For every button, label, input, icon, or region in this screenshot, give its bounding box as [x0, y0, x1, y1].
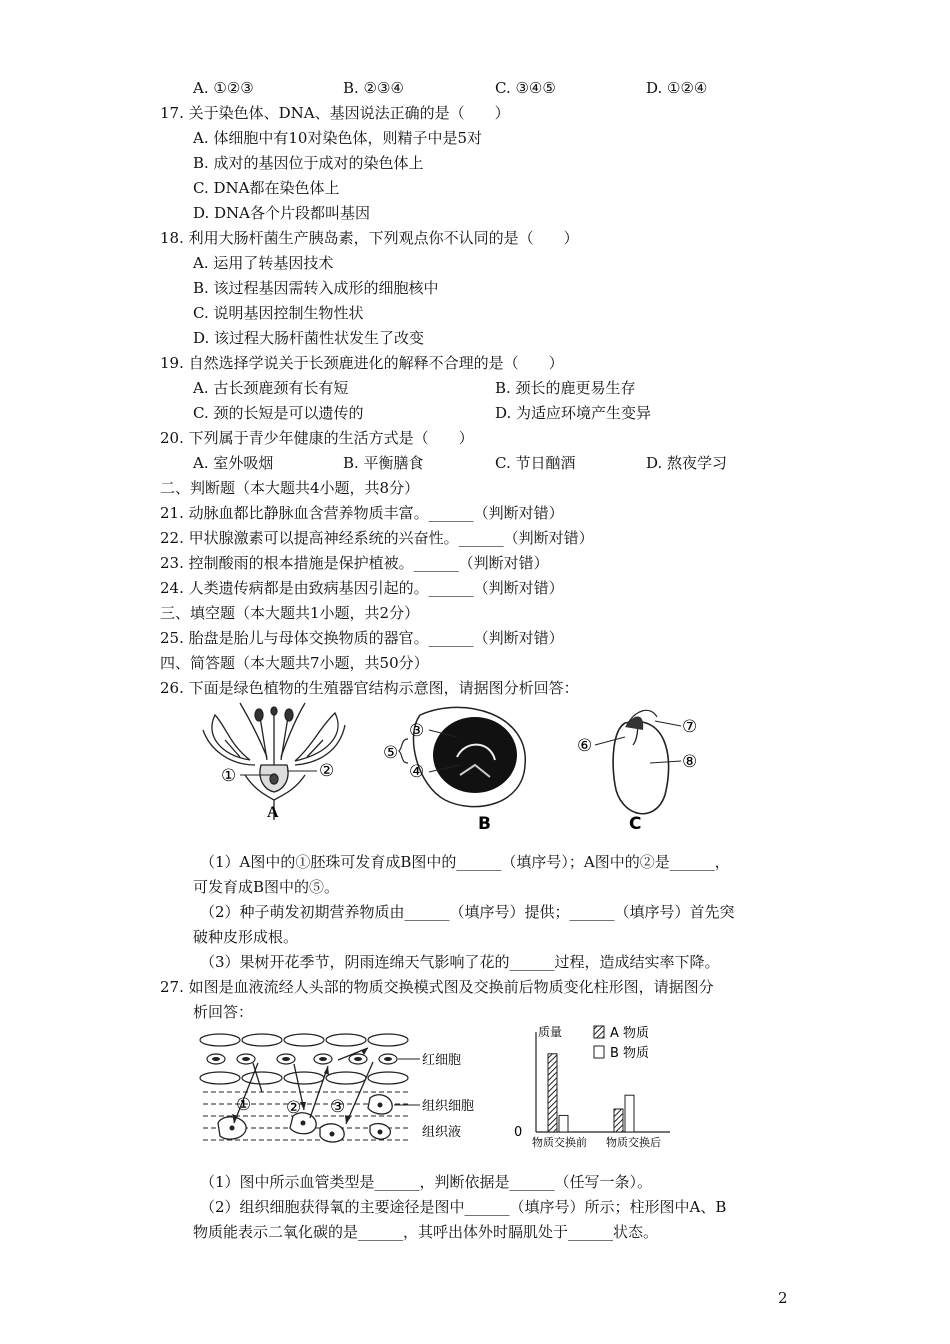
category-label-before: 物质交换前: [532, 1136, 587, 1149]
q27-stem-line1: 27. 如图是血液流经人头部的物质交换模式图及交换前后物质变化柱形图，请据图分: [160, 978, 714, 996]
q17-option-a: A. 体细胞中有10对染色体，则精子中是5对: [193, 129, 483, 147]
origin-label: 0: [514, 1125, 523, 1140]
q16-option-d: D. ①②④: [646, 79, 708, 97]
q18-option-d: D. 该过程大肠杆菌性状发生了改变: [193, 329, 425, 347]
page-number: 2: [778, 1289, 788, 1307]
q26-sub1-line2: 可发育成B图中的⑤。: [193, 878, 340, 896]
legend-b-label: B 物质: [610, 1046, 650, 1061]
q19-stem: 19. 自然选择学说关于长颈鹿进化的解释不合理的是（ ）: [160, 354, 564, 372]
category-label-after: 物质交换后: [606, 1136, 661, 1149]
fig27-label-2: ②: [286, 1098, 302, 1118]
label-tissue-fluid: 组织液: [422, 1125, 462, 1140]
fig-title-b: B: [478, 814, 491, 834]
q19-option-c: C. 颈的长短是可以遗传的: [193, 404, 364, 422]
q25: 25. 胎盘是胎儿与母体交换物质的器官。______（判断对错）: [160, 629, 564, 647]
q20-stem: 20. 下列属于青少年健康的生活方式是（ ）: [160, 429, 474, 447]
q26-sub2-line2: 破种皮形成根。: [193, 928, 299, 946]
q26-sub3: （3）果树开花季节，阴雨连绵天气影响了花的______过程，造成结实率下降。: [200, 953, 720, 971]
red-blood-cells: [207, 1054, 397, 1064]
q27-sub2-line1: （2）组织细胞获得氧的主要途径是图中______（填序号）所示；柱形图中A、B: [200, 1198, 727, 1216]
q27-sub2-line2: 物质能表示二氧化碳的是______，其呼出体外时膈肌处于______状态。: [193, 1223, 659, 1241]
q19-option-a: A. 古长颈鹿颈有长有短: [193, 379, 349, 397]
bar-b-after: [625, 1095, 634, 1132]
fig-label-6: ⑥: [577, 736, 593, 756]
q18-option-b: B. 该过程基因需转入成形的细胞核中: [193, 279, 439, 297]
q23: 23. 控制酸雨的根本措施是保护植被。______（判断对错）: [160, 554, 549, 572]
capillary-exchange-figure: [198, 1028, 478, 1153]
fig-title-c: C: [629, 814, 642, 834]
q26-sub1-line1: （1）A图中的①胚珠可发育成B图中的______（填序号）；A图中的②是______，: [200, 853, 730, 871]
q16-option-c: C. ③④⑤: [495, 79, 556, 97]
q27-sub1: （1）图中所示血管类型是______，判断依据是______（任写一条）。: [200, 1173, 653, 1191]
q26-sub2-line1: （2）种子萌发初期营养物质由______（填序号）提供；______（填序号）首先突: [200, 903, 735, 921]
q19-option-d: D. 为适应环境产生变异: [495, 404, 652, 422]
q20-option-b: B. 平衡膳食: [343, 454, 424, 472]
q17-option-d: D. DNA各个片段都叫基因: [193, 204, 371, 222]
fig-title-a: A: [267, 804, 279, 821]
bar-a-before: [548, 1054, 557, 1132]
q24: 24. 人类遗传病都是由致病基因引起的。______（判断对错）: [160, 579, 564, 597]
q18-stem: 18. 利用大肠杆菌生产胰岛素，下列观点你不认同的是（ ）: [160, 229, 579, 247]
bar-b-before: [559, 1115, 568, 1132]
y-axis-label: 质量: [538, 1025, 563, 1039]
q18-option-a: A. 运用了转基因技术: [193, 254, 334, 272]
q27-stem-line2: 析回答：: [193, 1003, 254, 1021]
q17-option-b: B. 成对的基因位于成对的染色体上: [193, 154, 424, 172]
fig-label-1: ①: [221, 766, 237, 786]
fig-label-5: ⑤: [383, 743, 399, 763]
plant-reproduction-figure: [195, 695, 725, 840]
fig-label-2: ②: [319, 761, 335, 781]
legend-b-swatch: [594, 1046, 604, 1058]
q18-option-c: C. 说明基因控制生物性状: [193, 304, 364, 322]
fig-label-4: ④: [409, 762, 425, 782]
q16-option-a: A. ①②③: [193, 79, 254, 97]
q26-stem: 26. 下面是绿色植物的生殖器官结构示意图，请据图分析回答：: [160, 679, 579, 697]
q20-option-a: A. 室外吸烟: [193, 454, 274, 472]
bar-a-after: [614, 1109, 623, 1132]
q20-option-c: C. 节日酗酒: [495, 454, 576, 472]
fig27-label-3: ③: [330, 1097, 346, 1117]
q21: 21. 动脉血都比静脉血含营养物质丰富。______（判断对错）: [160, 504, 564, 522]
q19-option-b: B. 颈长的鹿更易生存: [495, 379, 636, 397]
fig-label-3: ③: [409, 721, 425, 741]
fruit-diagram-b: [413, 707, 525, 806]
section-4-heading: 四、简答题（本大题共7小题，共50分）: [160, 654, 429, 672]
label-tissue-cell: 组织细胞: [422, 1099, 475, 1114]
fig-label-7: ⑦: [682, 717, 698, 737]
legend-a-label: A 物质: [610, 1026, 650, 1041]
q17-stem: 17. 关于染色体、DNA、基因说法正确的是（ ）: [160, 104, 510, 122]
q16-option-b: B. ②③④: [343, 79, 404, 97]
q22: 22. 甲状腺激素可以提高神经系统的兴奋性。______（判断对错）: [160, 529, 594, 547]
section-2-heading: 二、判断题（本大题共4小题，共8分）: [160, 479, 420, 497]
fig27-label-1: ①: [236, 1095, 252, 1115]
q20-option-d: D. 熬夜学习: [646, 454, 728, 472]
legend-a-swatch: [594, 1026, 604, 1038]
substance-change-bar-chart: [510, 1022, 690, 1152]
q17-option-c: C. DNA都在染色体上: [193, 179, 340, 197]
label-red-cell: 红细胞: [422, 1053, 462, 1068]
fig-label-8: ⑧: [682, 752, 698, 772]
section-3-heading: 三、填空题（本大题共1小题，共2分）: [160, 604, 420, 622]
